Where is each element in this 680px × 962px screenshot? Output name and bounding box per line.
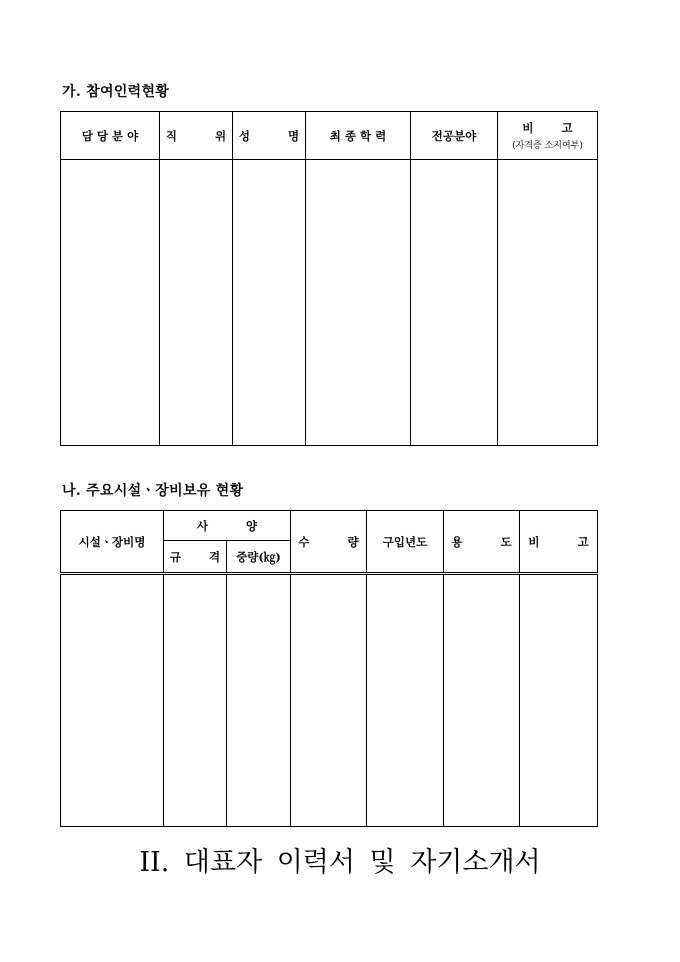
header-spec-size: 규 격 <box>164 541 227 574</box>
table-cell[interactable] <box>306 160 411 446</box>
header-quantity: 수 량 <box>291 511 367 574</box>
table-cell[interactable] <box>164 574 227 827</box>
header-position: 직 위 <box>160 112 233 160</box>
header-major: 전공분야 <box>411 112 498 160</box>
section2-title: 나. 주요시설ㆍ장비보유 현황 <box>62 483 244 499</box>
table-cell[interactable] <box>444 574 520 827</box>
header-field: 담 당 분 야 <box>61 112 160 160</box>
table-cell[interactable] <box>520 574 598 827</box>
header-education: 최 종 학 력 <box>306 112 411 160</box>
table-cell[interactable] <box>411 160 498 446</box>
header-spec-weight: 중량(㎏) <box>227 541 291 574</box>
personnel-table <box>60 111 598 446</box>
header-remarks: 비 고 <box>520 511 598 574</box>
equipment-table <box>60 510 598 827</box>
chapter-title: II. 대표자 이력서 및 자기소개서 <box>139 847 541 878</box>
header-remarks: 비 고 (자격증 소지여부) <box>498 112 598 160</box>
header-year: 구입년도 <box>367 511 444 574</box>
table-cell[interactable] <box>61 574 164 827</box>
table-cell[interactable] <box>160 160 233 446</box>
table-cell[interactable] <box>61 160 160 446</box>
table-cell[interactable] <box>498 160 598 446</box>
header-usage: 용 도 <box>444 511 520 574</box>
table-cell[interactable] <box>227 574 291 827</box>
section1-title: 가. 참여인력현황 <box>62 84 170 100</box>
header-spec: 사 양 <box>164 511 291 541</box>
table-cell[interactable] <box>233 160 306 446</box>
header-name: 성 명 <box>233 112 306 160</box>
header-facility: 시설ㆍ장비명 <box>61 511 164 574</box>
table-cell[interactable] <box>291 574 367 827</box>
table-cell[interactable] <box>367 574 444 827</box>
remarks-note: (자격증 소지여부) <box>512 141 583 151</box>
